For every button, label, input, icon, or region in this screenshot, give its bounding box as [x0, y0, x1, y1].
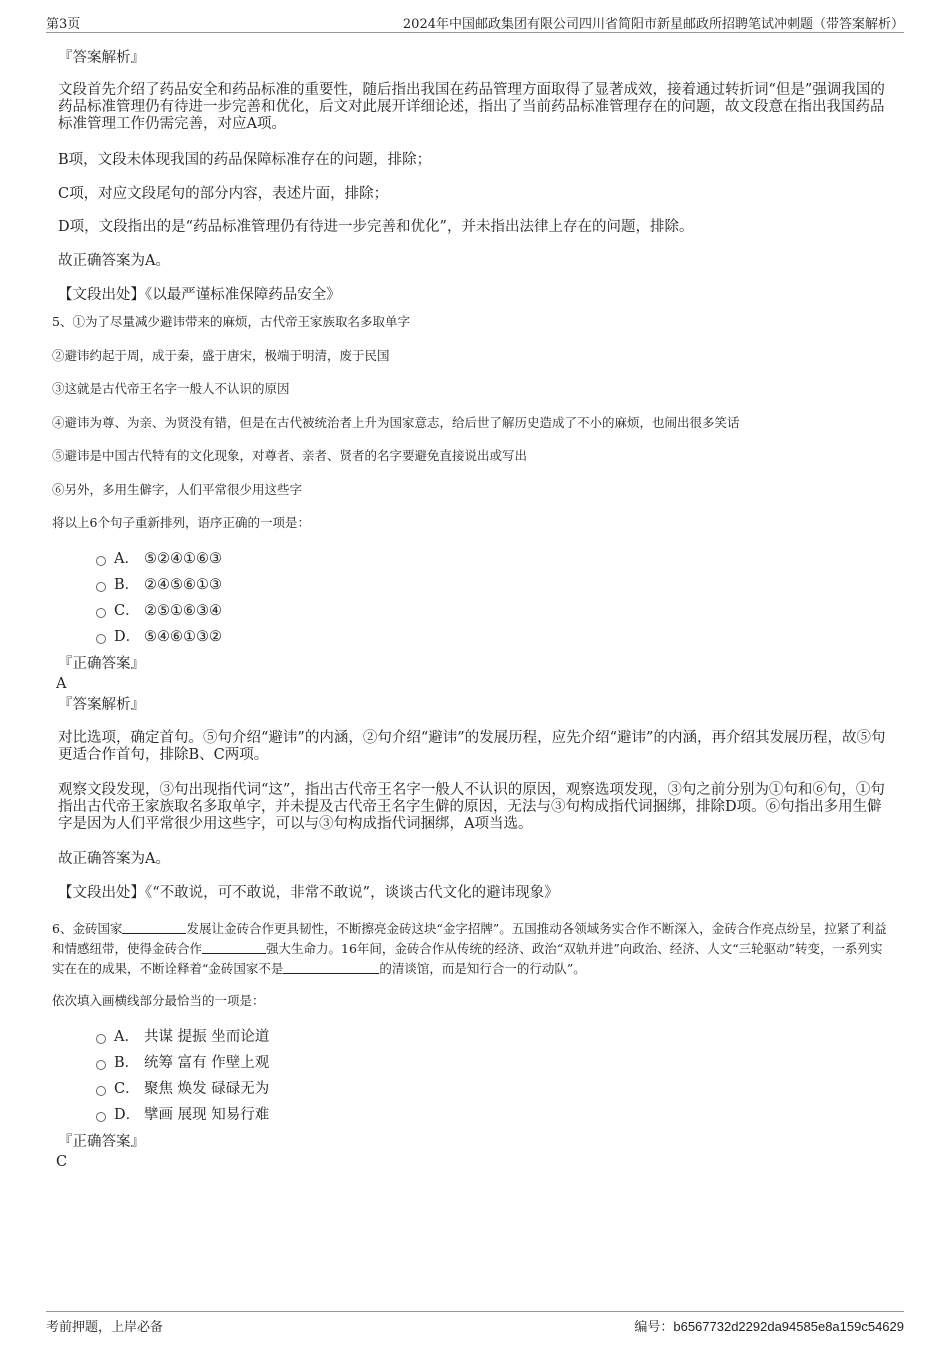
q5-option-a[interactable]: [96, 550, 222, 568]
q6-stem-part1: 6、金砖国家: [52, 921, 123, 936]
q5-sentence-4: ④避讳为尊、为亲、为贤没有错，但是在古代被统治者上升为国家意志，给后世了解历史造成了不小的麻烦，也闹出很多笑话: [52, 415, 740, 430]
q4-analysis-option-b: B项，文段未体现我国的药品保障标准存在的问题，排除；: [58, 152, 432, 168]
option-label: D．: [114, 629, 141, 645]
radio-icon[interactable]: [96, 1060, 106, 1070]
q6-prompt: 依次填入画横线部分最恰当的一项是：: [52, 993, 265, 1008]
option-label: B．: [114, 1055, 140, 1071]
code-value: b6567732d2292da94585e8a159c54629: [673, 1319, 904, 1334]
q5-source: 【文段出处】《“不敢说，可不敢说，非常不敢说”，谈谈古代文化的避讳现象》: [58, 885, 559, 901]
page-header: [46, 10, 904, 33]
radio-icon[interactable]: [96, 1112, 106, 1122]
option-text: 聚焦 焕发 碌碌无为: [144, 1081, 270, 1097]
option-text: 统筹 富有 作壁上观: [144, 1055, 270, 1071]
q5-option-d[interactable]: [96, 628, 222, 646]
q6-option-c[interactable]: [96, 1080, 269, 1098]
option-label: D．: [114, 1107, 141, 1123]
q5-answer-heading: 『正确答案』: [58, 656, 145, 672]
q5-analysis-paragraph-2: 观察文段发现，③句出现指代词“这”，指出古代帝王名字一般人不认识的原因，观察选项发现，③句之前分别为①句和⑥句，①句指出古代帝王家族取名多取单字，并未提及古代帝王名字生僻的原因，无法与③句构成指代词捆绑，排除D项。⑥句指出多用生僻字是因为人们平常很少用这些字，可以与③句构成指代词捆绑，A项当选。: [58, 782, 885, 832]
q5-prompt: 将以上6个句子重新排列，语序正确的一项是：: [52, 515, 310, 530]
q4-analysis-paragraph: 文段首先介绍了药品安全和药品标准的重要性，随后指出我国在药品管理方面取得了显著成效，接着通过转折词“但是”强调我国的药品标准管理仍有待进一步完善和优化，后文对此展开详细论述，指出了当前药品标准管理存在的问题，故文段意在指出我国药品标准管理工作仍需完善，对应A项。: [58, 82, 885, 132]
q5-option-b[interactable]: [96, 576, 222, 594]
q6-option-b[interactable]: [96, 1054, 269, 1072]
q6-blank-1: [122, 921, 186, 934]
q6-answer-heading: 『正确答案』: [58, 1134, 145, 1150]
option-label: A．: [114, 551, 139, 567]
q6-stem-part4: 的清谈馆，而是知行合一的行动队”。: [379, 961, 586, 976]
radio-icon[interactable]: [96, 1034, 106, 1044]
page-footer: [46, 1311, 904, 1336]
option-label: A．: [114, 1029, 139, 1045]
q4-source: 【文段出处】《以最严谨标准保障药品安全》: [58, 287, 341, 303]
q5-option-c[interactable]: [96, 602, 222, 620]
q5-analysis-paragraph-1: 对比选项，确定首句。⑤句介绍“避讳”的内涵，②句介绍“避讳”的发展历程，应先介绍“避讳”的内涵，再介绍其发展历程，故⑤句更适合作首句，排除B、C两项。: [58, 730, 886, 763]
code-label: 编号：: [634, 1320, 674, 1335]
option-label: B．: [114, 577, 140, 593]
q6-blank-3: [283, 961, 379, 974]
option-label: C．: [114, 603, 140, 619]
option-text: 共谋 提振 坐而论道: [144, 1029, 270, 1045]
q4-analysis-option-d: D项，文段指出的是“药品标准管理仍有待进一步完善和优化”，并未指出法律上存在的问题，排除。: [58, 219, 694, 235]
radio-icon[interactable]: [96, 634, 106, 644]
radio-icon[interactable]: [96, 556, 106, 566]
q6-answer: C: [56, 1154, 68, 1170]
radio-icon[interactable]: [96, 1086, 106, 1096]
option-text: 擘画 展现 知易行难: [144, 1107, 270, 1123]
q4-analysis-option-c: C项，对应文段尾句的部分内容，表述片面，排除；: [58, 186, 389, 202]
document-title: 2024年中国邮政集团有限公司四川省简阳市新星邮政所招聘笔试冲刺题（带答案解析）: [402, 17, 904, 32]
option-label: C．: [114, 1081, 140, 1097]
option-text: ⑤④⑥①③②: [144, 629, 222, 645]
q5-sentence-2: ②避讳约起于周，成于秦，盛于唐宋，极端于明清，废于民国: [52, 348, 390, 363]
option-text: ②⑤①⑥③④: [144, 603, 222, 619]
q5-stem: 5、①为了尽量减少避讳带来的麻烦，古代帝王家族取名多取单字: [52, 314, 410, 329]
q5-analysis-heading: 『答案解析』: [58, 697, 145, 713]
radio-icon[interactable]: [96, 582, 106, 592]
document-code: [634, 1316, 904, 1335]
q6-blank-2: [202, 941, 266, 954]
q6-stem-part2: 发展让金砖合作更具韧性，不断擦亮金砖这块“金字招牌”。五国推动各领域务实合作不断深入，金砖合作亮点纷呈，拉紧了利益和情感纽带，使得金砖合作: [52, 921, 887, 956]
q6-stem-part3: 强大生命力。16年间，金砖合作从传统的经济、政治“双轨并进”向政治、经济、人文“三轮驱动”转变，一系列实实在在的成果，不断诠释着“金砖国家不是: [52, 941, 883, 976]
q6-option-d[interactable]: [96, 1106, 269, 1124]
radio-icon[interactable]: [96, 608, 106, 618]
q5-sentence-5: ⑤避讳是中国古代特有的文化现象，对尊者、亲者、贤者的名字要避免直接说出或写出: [52, 448, 528, 463]
q6-stem: [52, 919, 894, 979]
q5-answer: A: [56, 676, 67, 692]
footer-slogan: 考前押题，上岸必备: [46, 1320, 164, 1335]
q5-sentence-6: ⑥另外，多用生僻字，人们平常很少用这些字: [52, 482, 303, 497]
q4-analysis-heading: 『答案解析』: [58, 50, 145, 66]
q5-sentence-3: ③这就是古代帝王名字一般人不认识的原因: [52, 381, 290, 396]
option-text: ②④⑤⑥①③: [144, 577, 222, 593]
option-text: ⑤②④①⑥③: [144, 551, 222, 567]
q4-conclusion: 故正确答案为A。: [58, 253, 170, 269]
q5-conclusion: 故正确答案为A。: [58, 851, 170, 867]
q6-option-a[interactable]: [96, 1028, 269, 1046]
page-number: 第3页: [46, 17, 81, 32]
